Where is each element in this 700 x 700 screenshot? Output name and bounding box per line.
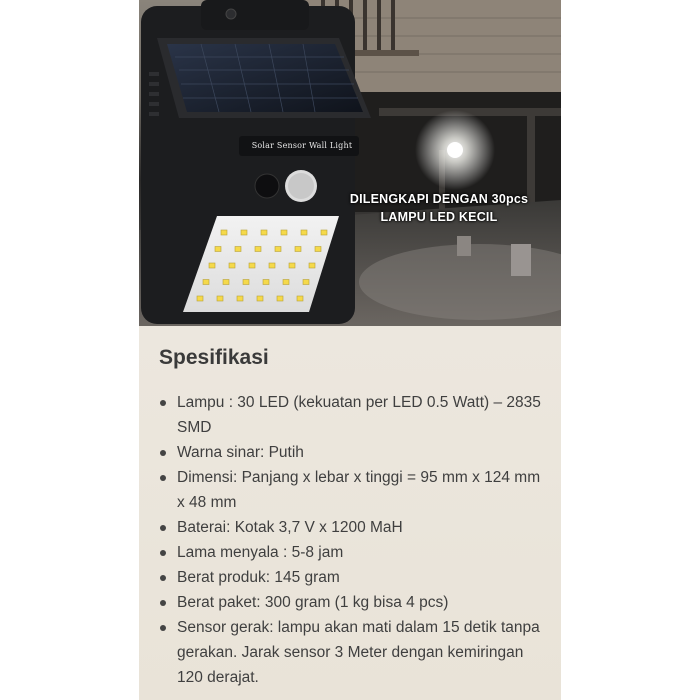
led-chip [241,230,247,235]
led-chip [303,280,309,285]
spec-text: Lama menyala : 5-8 jam [177,544,344,561]
spec-item [139,440,561,465]
spec-text: Lampu : 30 LED (kekuatan per LED 0.5 Watt) – 2835 SMD [177,394,541,436]
product-card [139,0,561,700]
spec-text: Dimensi: Panjang x lebar x tinggi = 95 mm x 124 mm x 48 mm [177,469,541,511]
solar-light-device [141,0,371,324]
specifications-section [139,326,561,700]
led-chip [277,296,283,301]
led-chip [215,247,221,252]
led-chip [289,263,295,268]
bullet-icon [160,625,166,631]
spec-text: Berat paket: 300 gram (1 kg bisa 4 pcs) [177,594,449,611]
led-chip [297,296,303,301]
led-chip [235,247,241,252]
spec-item [139,515,561,540]
led-chip [269,263,275,268]
led-chip [257,296,263,301]
bullet-icon [160,525,166,531]
bullet-icon [160,550,166,556]
led-chip [209,263,215,268]
led-chip [243,280,249,285]
led-chip [321,230,327,235]
bullet-icon [160,400,166,406]
spec-text: Baterai: Kotak 3,7 V x 1200 MaH [177,519,403,536]
product-photo [139,0,561,326]
led-chip [237,296,243,301]
led-chip [263,280,269,285]
led-chip [203,280,209,285]
led-chip [301,230,307,235]
bullet-icon [160,475,166,481]
led-chip [249,263,255,268]
overlay-line-1: DILENGKAPI DENGAN 30pcs [349,192,529,206]
overlay-line-2: LAMPU LED KECIL [380,210,498,224]
led-chip [223,280,229,285]
specifications-title: Spesifikasi [159,346,269,369]
led-chip [315,247,321,252]
led-chip [197,296,203,301]
bullet-icon [160,575,166,581]
spec-text: Berat produk: 145 gram [177,569,340,586]
led-chip [281,230,287,235]
led-chip [217,296,223,301]
spec-item [139,540,561,565]
spec-item [139,615,561,690]
led-chip [309,263,315,268]
bullet-icon [160,600,166,606]
spec-item [139,390,561,440]
product-photo-svg [139,0,561,326]
device-label: Solar Sensor Wall Light [251,141,353,150]
led-chip [261,230,267,235]
spec-item [139,565,561,590]
spec-text: Warna sinar: Putih [177,444,304,461]
led-chip [255,247,261,252]
specifications-list [139,390,561,690]
led-chip [283,280,289,285]
led-chip [275,247,281,252]
led-chip [221,230,227,235]
led-chip [229,263,235,268]
led-chip [295,247,301,252]
spec-item [139,465,561,515]
photo-overlay-caption [319,190,559,226]
bullet-icon [160,450,166,456]
spec-item [139,590,561,615]
spec-text: Sensor gerak: lampu akan mati dalam 15 detik tanpa gerakan. Jarak sensor 3 Meter dengan kemiringan 120 derajat. [177,619,540,686]
